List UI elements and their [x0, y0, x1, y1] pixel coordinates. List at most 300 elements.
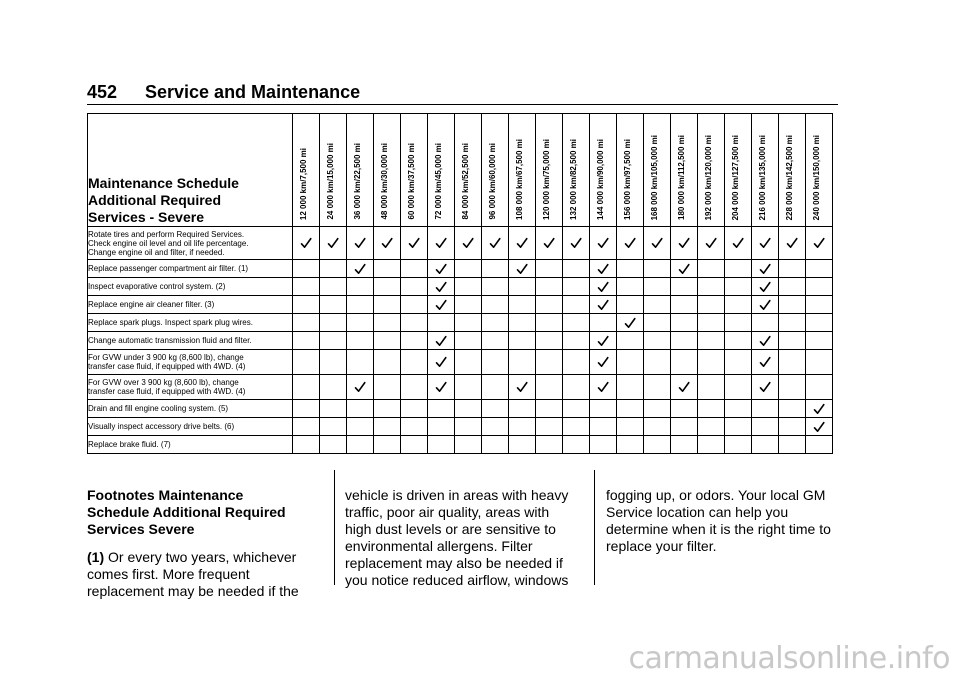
interval-cell [671, 278, 698, 296]
interval-header [536, 114, 563, 227]
footnote-text-line: Service location can help you [606, 504, 789, 520]
interval-cell [563, 296, 590, 314]
interval-cell [347, 332, 374, 350]
footnotes-column-3 [606, 487, 846, 555]
interval-cell [752, 418, 779, 436]
footnotes-heading [87, 487, 315, 538]
footnotes-heading-line: Schedule Additional Required [87, 504, 286, 520]
interval-header [725, 114, 752, 227]
interval-cell [725, 260, 752, 278]
interval-cell-checked [752, 227, 779, 260]
interval-cell [401, 418, 428, 436]
interval-cell [482, 278, 509, 296]
interval-cell [320, 314, 347, 332]
interval-cell [455, 436, 482, 454]
check-icon [705, 237, 717, 249]
interval-cell [806, 260, 833, 278]
footnote-1-label: (1) [87, 549, 105, 565]
interval-cell [617, 400, 644, 418]
column-divider [334, 470, 335, 585]
interval-cell [779, 278, 806, 296]
service-description [88, 350, 293, 375]
interval-label: 204 000 km/127,500 mi [731, 134, 740, 220]
interval-cell [725, 418, 752, 436]
interval-cell [455, 314, 482, 332]
table-row [88, 278, 833, 296]
interval-label: 132 000 km/82,500 mi [569, 139, 578, 220]
interval-cell [644, 296, 671, 314]
interval-cell-checked [806, 418, 833, 436]
interval-label: 108 000 km/67,500 mi [515, 139, 524, 220]
interval-cell [725, 350, 752, 375]
interval-cell [779, 314, 806, 332]
interval-cell [671, 350, 698, 375]
check-icon [597, 381, 609, 393]
check-icon [759, 281, 771, 293]
interval-label: 12 000 km/7,500 mi [299, 147, 308, 220]
page-header [87, 82, 838, 104]
table-row [88, 332, 833, 350]
interval-cell [779, 350, 806, 375]
interval-label: 72 000 km/45,000 mi [434, 143, 443, 220]
interval-cell [401, 260, 428, 278]
check-icon [597, 237, 609, 249]
table-title-line: Additional Required [88, 192, 221, 208]
interval-cell [320, 332, 347, 350]
interval-cell [509, 296, 536, 314]
interval-cell [725, 314, 752, 332]
interval-header [698, 114, 725, 227]
interval-cell [563, 314, 590, 332]
interval-cell [347, 400, 374, 418]
interval-cell [293, 260, 320, 278]
check-icon [813, 237, 825, 249]
interval-cell [482, 375, 509, 400]
check-icon [759, 356, 771, 368]
interval-label: 96 000 km/60,000 mi [488, 143, 497, 220]
check-icon [435, 356, 447, 368]
interval-cell-checked [509, 227, 536, 260]
interval-cell-checked [401, 227, 428, 260]
interval-cell-checked [752, 260, 779, 278]
interval-cell [644, 332, 671, 350]
table-row [88, 418, 833, 436]
interval-cell [320, 418, 347, 436]
interval-cell [455, 278, 482, 296]
table-title-line: Maintenance Schedule [88, 175, 239, 191]
interval-cell [725, 278, 752, 296]
service-line: Change engine oil and filter, if needed. [88, 247, 225, 257]
interval-cell [671, 418, 698, 436]
interval-cell [374, 260, 401, 278]
interval-cell [563, 436, 590, 454]
interval-cell [374, 278, 401, 296]
service-line: Inspect evaporative control system. (2) [88, 282, 226, 291]
interval-label: 240 000 km/150,000 mi [812, 134, 821, 220]
service-line: For GVW under 3 900 kg (8,600 lb), change [88, 353, 244, 362]
interval-cell [482, 332, 509, 350]
service-description [88, 400, 293, 418]
interval-cell-checked [806, 400, 833, 418]
interval-cell [320, 278, 347, 296]
table-row [88, 296, 833, 314]
footnote-1-line [87, 549, 315, 566]
interval-cell [293, 418, 320, 436]
interval-cell [320, 400, 347, 418]
table-row [88, 436, 833, 454]
interval-cell [590, 436, 617, 454]
footnote-text-line: traffic, poor air quality, areas with [345, 504, 550, 520]
check-icon [516, 263, 528, 275]
interval-cell [509, 400, 536, 418]
interval-cell [428, 400, 455, 418]
interval-cell [617, 332, 644, 350]
interval-label: 60 000 km/37,500 mi [407, 143, 416, 220]
interval-cell-checked [590, 296, 617, 314]
interval-cell-checked [725, 227, 752, 260]
table-row [88, 260, 833, 278]
interval-label: 120 000 km/75,000 mi [542, 139, 551, 220]
interval-cell-checked [482, 227, 509, 260]
interval-cell [455, 260, 482, 278]
interval-cell [428, 314, 455, 332]
interval-cell-checked [590, 278, 617, 296]
service-description [88, 227, 293, 260]
interval-cell [698, 332, 725, 350]
table-row [88, 314, 833, 332]
interval-cell [806, 375, 833, 400]
check-icon [354, 263, 366, 275]
check-icon [435, 263, 447, 275]
interval-label: 156 000 km/97,500 mi [623, 139, 632, 220]
interval-cell [347, 436, 374, 454]
interval-label: 180 000 km/112,500 mi [677, 135, 686, 220]
interval-cell [455, 375, 482, 400]
interval-cell [293, 314, 320, 332]
check-icon [597, 299, 609, 311]
interval-header [428, 114, 455, 227]
interval-cell-checked [752, 296, 779, 314]
interval-cell [455, 418, 482, 436]
check-icon [327, 237, 339, 249]
check-icon [597, 281, 609, 293]
check-icon [408, 237, 420, 249]
interval-header [644, 114, 671, 227]
interval-cell-checked [590, 227, 617, 260]
footnote-1-text: Or every two years, whichever [104, 549, 297, 565]
interval-cell [617, 278, 644, 296]
interval-cell [536, 296, 563, 314]
interval-cell-checked [320, 227, 347, 260]
table-title [88, 114, 293, 227]
interval-cell [374, 314, 401, 332]
service-line: Replace spark plugs. Inspect spark plug wires. [88, 318, 253, 327]
service-line: Replace engine air cleaner filter. (3) [88, 300, 215, 309]
footnote-text-line: replace your filter. [606, 538, 717, 554]
interval-cell [644, 400, 671, 418]
service-line: Visually inspect accessory drive belts. (6) [88, 422, 235, 431]
service-line: For GVW over 3 900 kg (8,600 lb), change [88, 378, 239, 387]
interval-cell [374, 418, 401, 436]
interval-cell [293, 436, 320, 454]
check-icon [624, 237, 636, 249]
interval-cell [401, 332, 428, 350]
interval-cell [347, 418, 374, 436]
interval-cell-checked [671, 260, 698, 278]
interval-cell-checked [509, 260, 536, 278]
interval-cell [644, 375, 671, 400]
interval-cell [779, 296, 806, 314]
table-row [88, 400, 833, 418]
interval-cell [293, 296, 320, 314]
interval-cell [725, 375, 752, 400]
service-line: transfer case fluid, if equipped with 4WD. (4) [88, 362, 246, 371]
footnote-1 [87, 549, 315, 600]
interval-cell [509, 436, 536, 454]
page-title: Service and Maintenance [145, 82, 361, 102]
check-icon [759, 299, 771, 311]
check-icon [489, 237, 501, 249]
table-title-line: Services - Severe [88, 209, 204, 225]
service-line: Rotate tires and perform Required Services. [88, 229, 245, 239]
footnote-text-line: fogging up, or odors. Your local GM [606, 487, 826, 503]
interval-header-row [88, 114, 833, 227]
interval-header [482, 114, 509, 227]
interval-cell [698, 260, 725, 278]
interval-cell [563, 418, 590, 436]
interval-cell [671, 314, 698, 332]
interval-cell [509, 314, 536, 332]
service-description [88, 375, 293, 400]
check-icon [516, 237, 528, 249]
interval-cell-checked [428, 375, 455, 400]
interval-cell [752, 400, 779, 418]
interval-cell [509, 332, 536, 350]
check-icon [597, 335, 609, 347]
interval-cell [293, 278, 320, 296]
interval-cell-checked [563, 227, 590, 260]
interval-cell [725, 436, 752, 454]
interval-cell [671, 332, 698, 350]
interval-cell [320, 375, 347, 400]
check-icon [597, 356, 609, 368]
footnote-text-line: high dust levels or are sensitive to [345, 521, 556, 537]
interval-cell [698, 375, 725, 400]
interval-cell [347, 296, 374, 314]
page-number: 452 [87, 82, 118, 102]
interval-cell [320, 296, 347, 314]
service-description [88, 314, 293, 332]
table-row [88, 375, 833, 400]
footnote-text-line: you notice reduced airflow, windows [345, 572, 569, 588]
check-icon [732, 237, 744, 249]
interval-cell [563, 350, 590, 375]
interval-cell [536, 375, 563, 400]
check-icon [597, 263, 609, 275]
interval-cell-checked [590, 350, 617, 375]
footnote-text-line: vehicle is driven in areas with heavy [345, 487, 569, 503]
interval-cell [536, 314, 563, 332]
interval-cell [374, 296, 401, 314]
interval-cell [644, 314, 671, 332]
interval-cell [401, 278, 428, 296]
interval-header [590, 114, 617, 227]
interval-header [347, 114, 374, 227]
interval-cell [806, 296, 833, 314]
schedule-body [88, 227, 833, 454]
check-icon [759, 237, 771, 249]
interval-header [401, 114, 428, 227]
service-description [88, 418, 293, 436]
interval-cell [617, 418, 644, 436]
interval-cell [725, 332, 752, 350]
footnote-text-line: environmental allergens. Filter [345, 538, 533, 554]
check-icon [516, 381, 528, 393]
service-description [88, 260, 293, 278]
interval-cell-checked [590, 375, 617, 400]
interval-cell [617, 260, 644, 278]
interval-header [779, 114, 806, 227]
interval-cell [536, 332, 563, 350]
interval-cell-checked [455, 227, 482, 260]
interval-cell [563, 260, 590, 278]
interval-cell [779, 400, 806, 418]
footnotes-column-2 [345, 487, 583, 589]
interval-cell [590, 314, 617, 332]
check-icon [678, 263, 690, 275]
footnote-1-line: replacement may be needed if the [87, 583, 299, 599]
interval-cell [698, 314, 725, 332]
interval-label: 24 000 km/15,000 mi [326, 143, 335, 220]
interval-cell-checked [509, 375, 536, 400]
interval-cell [779, 436, 806, 454]
interval-cell [455, 296, 482, 314]
check-icon [678, 237, 690, 249]
check-icon [381, 237, 393, 249]
column-divider [594, 470, 595, 585]
interval-label: 144 000 km/90,000 mi [596, 139, 605, 220]
interval-cell [644, 436, 671, 454]
interval-cell-checked [644, 227, 671, 260]
interval-label: 216 000 km/135,000 mi [758, 134, 767, 220]
interval-cell-checked [752, 350, 779, 375]
interval-cell-checked [698, 227, 725, 260]
interval-cell [725, 400, 752, 418]
interval-cell [779, 260, 806, 278]
interval-cell [752, 314, 779, 332]
interval-cell [293, 350, 320, 375]
footnote-text-line: replacement may also be needed if [345, 555, 563, 571]
interval-cell-checked [428, 350, 455, 375]
interval-cell [401, 400, 428, 418]
interval-cell [536, 400, 563, 418]
interval-cell [806, 436, 833, 454]
check-icon [543, 237, 555, 249]
interval-cell-checked [752, 332, 779, 350]
service-line: transfer case fluid, if equipped with 4WD. (4) [88, 387, 246, 396]
check-icon [462, 237, 474, 249]
interval-cell [374, 350, 401, 375]
interval-cell [563, 375, 590, 400]
interval-cell [590, 400, 617, 418]
interval-header [563, 114, 590, 227]
interval-cell [293, 400, 320, 418]
interval-cell [320, 436, 347, 454]
interval-cell [320, 260, 347, 278]
service-description [88, 436, 293, 454]
interval-cell [698, 278, 725, 296]
interval-label: 36 000 km/22,500 mi [353, 143, 362, 220]
interval-cell-checked [590, 260, 617, 278]
interval-cell [536, 418, 563, 436]
interval-cell-checked [347, 260, 374, 278]
interval-cell [644, 278, 671, 296]
interval-cell-checked [806, 227, 833, 260]
footnotes-heading-line: Services Severe [87, 521, 195, 537]
check-icon [300, 237, 312, 249]
interval-cell [374, 436, 401, 454]
interval-cell [779, 332, 806, 350]
interval-cell [401, 296, 428, 314]
interval-cell-checked [428, 332, 455, 350]
interval-header [509, 114, 536, 227]
check-icon [435, 381, 447, 393]
interval-cell [455, 400, 482, 418]
interval-cell [617, 350, 644, 375]
service-description [88, 296, 293, 314]
interval-cell [806, 332, 833, 350]
interval-header [374, 114, 401, 227]
interval-label: 48 000 km/30,000 mi [380, 143, 389, 220]
interval-header [806, 114, 833, 227]
check-icon [759, 335, 771, 347]
maintenance-schedule-table [87, 113, 833, 454]
interval-cell [563, 400, 590, 418]
interval-cell-checked [671, 227, 698, 260]
service-line: Change automatic transmission fluid and filter. [88, 336, 252, 345]
interval-cell-checked [293, 227, 320, 260]
interval-cell-checked [347, 227, 374, 260]
check-icon [759, 381, 771, 393]
interval-cell [509, 278, 536, 296]
check-icon [354, 381, 366, 393]
interval-cell [482, 350, 509, 375]
interval-cell [428, 436, 455, 454]
interval-cell [374, 400, 401, 418]
interval-cell-checked [752, 375, 779, 400]
table-row [88, 350, 833, 375]
interval-cell [698, 400, 725, 418]
interval-label: 168 000 km/105,000 mi [650, 134, 659, 220]
interval-cell [671, 296, 698, 314]
interval-cell [347, 350, 374, 375]
footnotes-column-1 [87, 487, 315, 600]
interval-cell [671, 436, 698, 454]
watermark: carmanualsonline.info [628, 641, 950, 676]
check-icon [678, 381, 690, 393]
interval-cell [590, 418, 617, 436]
interval-cell-checked [428, 278, 455, 296]
interval-header [293, 114, 320, 227]
interval-cell [293, 332, 320, 350]
interval-cell [374, 332, 401, 350]
interval-cell-checked [752, 278, 779, 296]
interval-cell [401, 436, 428, 454]
table-row [88, 227, 833, 260]
interval-cell-checked [374, 227, 401, 260]
interval-cell [698, 296, 725, 314]
interval-cell [482, 314, 509, 332]
